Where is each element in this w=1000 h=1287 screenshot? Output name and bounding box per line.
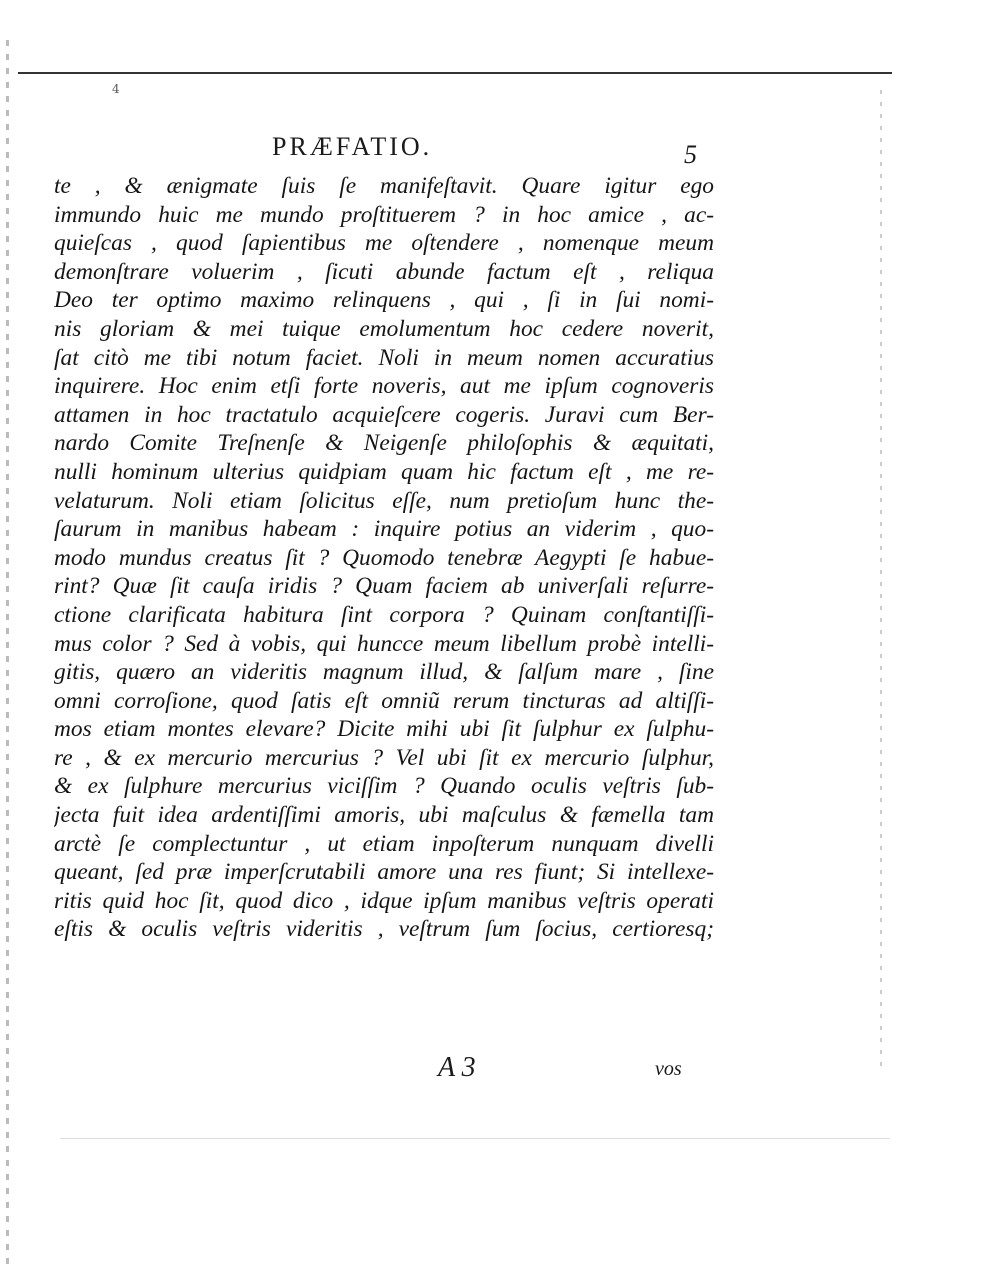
text-line: te , & ænigmate ſuis ſe manifeſtavit. Quare igitur ego [54,173,714,199]
text-line: mus color ? Sed à vobis, qui huncce meum libellum probè intelli- [54,630,714,657]
text-line: demonſtrare voluerim , ſicuti abunde factum eſt , reliqua [54,258,714,285]
page-edge-left [6,40,9,1270]
text-line: & ex ſulphure mercurius viciſſim ? Quando oculis veſtris ſub- [54,773,714,800]
text-line: ritis quid hoc ſit, quod dico , idque ipſum manibus veſtris operati [54,887,714,914]
margin-mark: 4 [112,82,120,96]
text-line: queant, ſed præ imperſcrutabili amore una res fiunt; Si intellexe- [54,859,714,886]
text-line: re , & ex mercurio mercurius ? Vel ubi ſit ex mercurio ſulphur, [54,744,714,771]
text-line: eſtis & oculis veſtris videritis , veſtrum ſum ſocius, certioresq; [54,916,714,943]
text-line: attamen in hoc tractatulo acquieſcere cogeris. Juravi cum Ber- [54,401,714,428]
text-line: nulli hominum ulterius quidpiam quam hic factum eſt , me re- [54,458,714,485]
text-line: inquirere. Hoc enim etſi forte noveris, aut me ipſum cognoveris [54,373,714,400]
text-line: ſat citò me tibi notum faciet. Noli in meum nomen accuratius [54,344,714,371]
catchword: vos [655,1058,682,1080]
text-line: nis gloriam & mei tuique emolumentum hoc cedere noverit, [54,315,714,342]
text-line: quieſcas , quod ſapientibus me oſtendere , nomenque meum [54,230,714,257]
text-line: velaturum. Noli etiam ſolicitus eſſe, num pretioſum hunc the- [54,487,714,514]
text-line: omni corroſione, quod ſatis eſt omniũ rerum tincturas ad altiſſi- [54,687,714,714]
text-line: arctè ſe complectuntur , ut etiam inpoſterum nunquam divelli [54,830,714,857]
bottom-rule [60,1138,890,1139]
body-text [54,172,714,944]
text-line: modo mundus creatus ſit ? Quomodo tenebræ Aegypti ſe habue- [54,544,714,571]
text-line: ſaurum in manibus habeam : inquire potius an viderim , quo- [54,516,714,543]
running-header: PRÆFATIO. [272,132,433,161]
top-rule [18,72,892,74]
page-number: 5 [684,140,697,169]
text-line: nardo Comite Treſnenſe & Neigenſe philoſophis & æquitati, [54,430,714,457]
text-line: gitis, quæro an videritis magnum illud, & ſalſum mare , ſine [54,659,714,686]
text-line: jecta fuit idea ardentiſſimi amoris, ubi maſculus & fæmella tam [54,802,714,829]
text-line: Deo ter optimo maximo relinquens , qui , ſi in ſui nomi- [54,287,714,314]
page-edge-right [880,90,882,1070]
text-line: rint? Quæ ſit cauſa iridis ? Quam faciem ab univerſali reſurre- [54,573,714,600]
text-line: mos etiam montes elevare? Dicite mihi ubi ſit ſulphur ex ſulphu- [54,716,714,743]
signature-mark: A 3 [438,1052,476,1083]
text-line: immundo huic me mundo proſtituerem ? in hoc amice , ac- [54,201,714,228]
text-line: ctione clarificata habitura ſint corpora ? Quinam conſtantiſſi- [54,601,714,628]
